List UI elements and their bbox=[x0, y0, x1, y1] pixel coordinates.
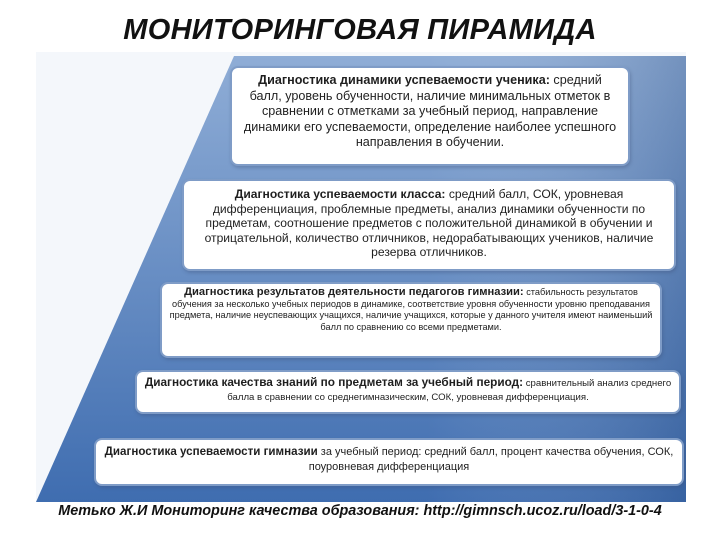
page-title: МОНИТОРИНГОВАЯ ПИРАМИДА bbox=[123, 14, 597, 46]
level-teachers-text: стабильность результатов обучения за несколько учебных периодов в динамике, соответствие уровня обученности уровню преподавания предмета, наличие неуспевающих учащихся, наличие учащихся, которые у данного учителя имеют наименьший балл по сравнению со всеми предметами. bbox=[169, 287, 653, 332]
level-student-box bbox=[230, 66, 630, 166]
level-subjects-box bbox=[135, 370, 681, 414]
level-gymnasium-heading: Диагностика успеваемости гимназии bbox=[104, 445, 318, 458]
level-class-text: средний балл, СОК, уровневая дифференциация, проблемные предметы, анализ динамики обученности по предметам, соотношение предметов с положительной динамикой в обучении и отрицательной, количество отличников, недорабатывающих учеников, наличие резерва отличников. bbox=[204, 187, 654, 260]
level-class-box bbox=[182, 179, 676, 271]
level-student-heading: Диагностика динамики успеваемости ученика: bbox=[258, 73, 550, 87]
level-subjects-text: сравнительный анализ среднего балла в сравнении со среднегимназическим, СОК, уровневая дифференциация. bbox=[227, 378, 672, 403]
level-subjects-heading: Диагностика качества знаний по предметам за учебный период: bbox=[144, 375, 524, 389]
level-gymnasium-box bbox=[94, 438, 684, 486]
level-teachers-box bbox=[160, 282, 662, 358]
level-teachers-heading: Диагностика результатов деятельности педагогов гимназии: bbox=[184, 286, 524, 298]
source-footer: Метько Ж.И Мониторинг качества образования: http://gimnsch.ucoz.ru/load/3-1-0-4 bbox=[58, 503, 662, 519]
pyramid-panel bbox=[36, 52, 686, 502]
level-gymnasium-text: за учебный период: средний балл, процент качества обучения, СОК, поуровневая дифференциация bbox=[308, 446, 674, 473]
level-class-heading: Диагностика успеваемости класса: bbox=[234, 187, 446, 201]
level-student-text: средний балл, уровень обученности, наличие минимальных отметок в сравнении с отметками за учебный период, направление динамики его успеваемости, определение наиболее успешного направления в обучении. bbox=[243, 73, 617, 149]
